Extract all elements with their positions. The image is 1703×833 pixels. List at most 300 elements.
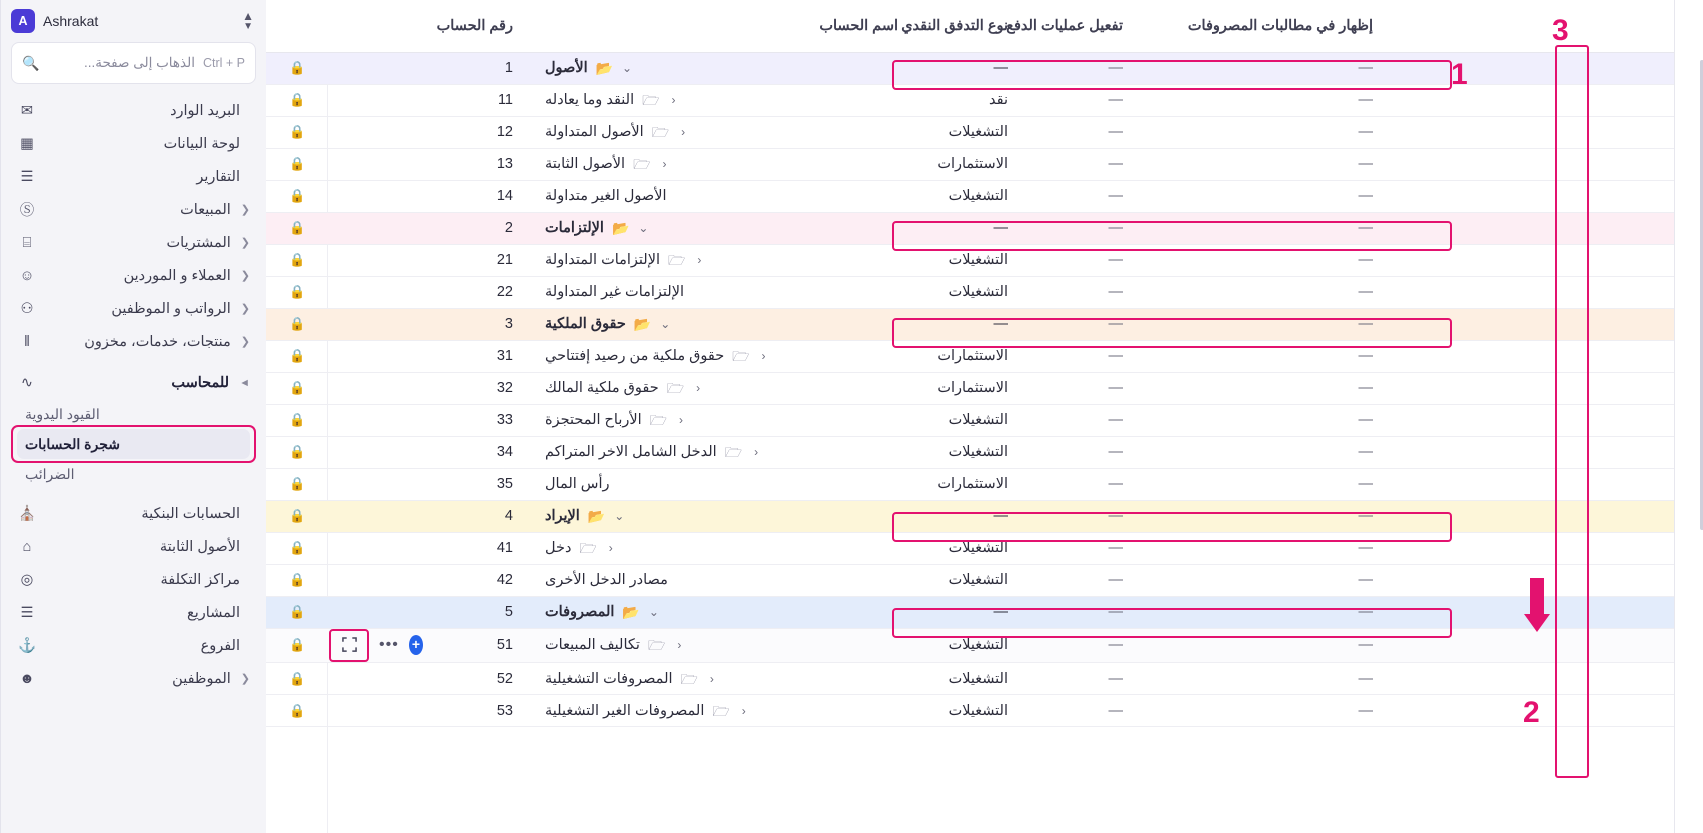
lock-icon[interactable]: 🔒 [266,180,329,212]
sidebar-item-4[interactable] [9,226,258,259]
account-name-label: المصروفات الغير التشغيلية [545,702,705,719]
sidebar-item-label: البريد الوارد [170,102,240,119]
folder-closed-icon: 🗁 [649,412,668,428]
cell-cashflow-type: — [914,308,1024,340]
sidebar-item-6[interactable] [9,292,258,325]
branches-icon: ⚓ [17,638,37,654]
cell-payment: — [1024,532,1139,564]
chevron-left-icon[interactable]: ❮ [240,303,250,315]
cell-account-name[interactable] [529,148,914,180]
cell-cashflow-type: التشغيلات [914,116,1024,148]
chevron-left-icon[interactable]: ‹ [662,157,667,171]
collapse-icon[interactable]: ▲ ▼ [242,9,254,32]
row-spacer [1389,436,1703,468]
cell-row-tools [329,404,429,436]
cell-account-number: 32 [429,372,529,404]
cell-payment: — [1024,695,1139,727]
cell-claims: — [1139,372,1389,404]
col-header-cash[interactable]: نوع التدفق النقدي [914,0,1024,52]
sidebar-item-1[interactable] [9,530,258,563]
account-name-label: مصادر الدخل الأخرى [545,572,668,588]
chevron-left-icon[interactable]: ❮ [240,204,250,216]
user-chip[interactable] [11,9,98,33]
cell-account-name[interactable] [529,116,914,148]
cell-row-tools [329,276,429,308]
cell-cashflow-type: الاستثمارات [914,340,1024,372]
table-row[interactable] [266,663,1703,695]
lock-icon[interactable]: 🔒 [266,436,329,468]
account-name-label: الأرباح المحتجزة [545,412,642,428]
cell-claims: — [1139,468,1389,500]
sidebar-item-2[interactable] [9,160,258,193]
cell-cashflow-type: الاستثمارات [914,148,1024,180]
account-name-label: تكاليف المبيعات [545,637,640,654]
folder-closed-icon: 🗁 [651,124,670,140]
chevron-left-icon[interactable]: ‹ [679,413,684,427]
lock-icon[interactable]: 🔒 [266,84,329,116]
cell-row-tools [329,468,429,500]
accounts-table [266,0,1703,727]
cell-account-number: 14 [429,180,529,212]
sidebar-item-label: التقارير [196,168,240,185]
inbox-icon: ✉ [20,102,34,119]
chevron-down-icon[interactable]: ⌄ [614,509,625,523]
cell-account-number: 13 [429,148,529,180]
cell-account-name[interactable] [529,84,914,116]
row-spacer [1389,276,1703,308]
sidebar-item-5[interactable] [9,259,258,292]
sidebar-item-1[interactable] [9,127,258,160]
annotation-step-3: 3 [1552,14,1569,47]
cell-account-name[interactable] [529,308,914,340]
lock-icon[interactable]: 🔒 [266,244,329,276]
annotation-arrow [1524,578,1550,632]
cell-payment: — [1024,564,1139,596]
sidebar-item-label: للمحاسب [171,374,230,391]
cell-claims: — [1139,695,1389,727]
folder-closed-icon: 🗁 [642,92,660,108]
sidebar-item-3[interactable] [9,596,258,629]
cell-payment: — [1024,628,1139,663]
table-row[interactable] [266,116,1703,148]
purchases-icon: ⌸ [22,234,32,251]
account-name-label: الدخل الشامل الاخر المتراكم [545,444,717,460]
cell-cashflow-type: التشغيلات [914,628,1024,663]
cell-row-tools [329,84,429,116]
row-spacer [1389,372,1703,404]
table-row[interactable] [266,596,1703,628]
lock-icon[interactable]: 🔒 [266,148,329,180]
table-row[interactable] [266,84,1703,116]
cell-account-number: 2 [429,212,529,244]
cell-payment: — [1024,180,1139,212]
sidebar-subitem-0[interactable] [17,399,250,429]
chevron-left-icon[interactable]: ‹ [608,541,613,555]
cell-cashflow-type: — [914,596,1024,628]
search-shortcut: Ctrl + P [202,56,245,70]
sidebar-nav-top [1,90,266,362]
lock-icon[interactable]: 🔒 [266,628,329,663]
cell-row-tools [329,244,429,276]
row-spacer [1389,628,1703,663]
cell-account-name[interactable] [529,276,914,308]
row-spacer [1389,116,1703,148]
cell-account-name[interactable] [529,436,914,468]
chevron-left-icon[interactable]: ❮ [240,237,250,249]
cell-payment: — [1024,52,1139,84]
cell-account-number: 3 [429,308,529,340]
table-row[interactable] [266,308,1703,340]
cell-cashflow-type: نقد [914,84,1024,116]
search-input[interactable] [11,42,256,84]
folder-closed-icon: 🗁 [633,156,651,172]
chevron-left-icon[interactable]: ‹ [761,349,766,363]
table-row[interactable] [266,628,1703,663]
account-name-label: الإيراد [545,508,580,524]
cell-account-name[interactable] [529,532,914,564]
table-row[interactable] [266,404,1703,436]
sidebar-top-bar [1,0,266,42]
cell-row-tools [329,52,429,84]
lock-icon[interactable]: 🔒 [266,116,329,148]
lock-icon[interactable]: 🔒 [266,663,329,695]
cell-claims: — [1139,628,1389,663]
chevron-down-icon: ▼ [238,377,251,388]
folder-open-icon: 📂 [611,220,630,236]
cell-account-name[interactable] [529,52,914,84]
cell-account-number: 53 [429,695,529,727]
cell-account-number: 41 [429,532,529,564]
bank-icon: ⛪ [17,506,37,522]
cell-cashflow-type: الاستثمارات [914,468,1024,500]
sidebar-item-5[interactable] [9,662,258,695]
col-header-claims[interactable]: إظهار في مطالبات المصروفات [1139,0,1389,52]
cell-cashflow-type: — [914,52,1024,84]
cell-claims: — [1139,52,1389,84]
lock-icon[interactable]: 🔒 [266,340,329,372]
cost-centers-icon: ◎ [20,571,34,588]
chevron-left-icon[interactable]: ‹ [677,638,682,653]
contacts-icon: ☺ [19,267,35,284]
chevron-left-icon[interactable]: ❮ [240,270,250,282]
row-spacer [1389,695,1703,727]
sidebar-subitem-2[interactable] [17,459,250,489]
cell-account-name[interactable] [529,596,914,628]
row-spacer [1389,468,1703,500]
cell-claims: — [1139,212,1389,244]
col-header-pay[interactable]: تفعيل عمليات الدفع [1024,0,1139,52]
sidebar-item-label: الموظفين [172,670,231,687]
cell-claims: — [1139,404,1389,436]
col-spacer [1389,0,1703,52]
cell-payment: — [1024,244,1139,276]
folder-open-icon: 📂 [622,604,640,620]
cell-account-name[interactable] [529,244,914,276]
lock-icon[interactable]: 🔒 [266,564,329,596]
sidebar-item-7[interactable] [9,325,258,358]
cell-cashflow-type: التشغيلات [914,244,1024,276]
cell-account-number: 34 [429,436,529,468]
add-account-button[interactable]: + [409,635,423,655]
cell-row-tools [329,180,429,212]
lock-icon[interactable]: 🔒 [266,212,329,244]
account-name-label: الإلتزامات المتداولة [545,252,661,268]
avatar[interactable]: A [11,9,35,33]
folder-closed-icon: 🗁 [647,637,666,654]
cell-payment: — [1024,308,1139,340]
reports-icon: ☰ [20,168,34,185]
table-row[interactable] [266,695,1703,727]
table-row[interactable] [266,212,1703,244]
cell-account-name[interactable] [529,468,914,500]
cell-payment: — [1024,404,1139,436]
lock-icon[interactable]: 🔒 [266,404,329,436]
chevron-left-icon[interactable]: ‹ [671,93,676,107]
cell-cashflow-type: التشغيلات [914,180,1024,212]
lock-icon[interactable]: 🔒 [266,468,329,500]
folder-closed-icon: 🗁 [724,444,743,460]
folder-closed-icon: 🗁 [712,702,730,719]
projects-icon: ☰ [20,604,34,621]
cell-claims: — [1139,116,1389,148]
account-name-label: المصروفات [545,604,615,620]
cell-account-number: 35 [429,468,529,500]
cell-payment: — [1024,372,1139,404]
account-name-label: الإلتزامات غير المتداولة [545,284,685,300]
sidebar-nav-bottom [1,493,266,699]
cell-claims: — [1139,500,1389,532]
table-body [266,52,1703,727]
sidebar-item-3[interactable] [9,193,258,226]
cell-account-number: 33 [429,404,529,436]
cell-cashflow-type: التشغيلات [914,436,1024,468]
cell-cashflow-type: التشغيلات [914,404,1024,436]
table-row[interactable] [266,436,1703,468]
cell-account-number: 42 [429,564,529,596]
row-spacer [1389,148,1703,180]
cell-row-tools [329,372,429,404]
account-name-label: الأصول الثابتة [545,156,626,172]
row-spacer [1389,663,1703,695]
cell-account-name[interactable] [529,564,914,596]
chevron-left-icon[interactable]: ❮ [240,336,250,348]
cell-row-tools [329,695,429,727]
table-row[interactable] [266,500,1703,532]
cell-account-name[interactable] [529,404,914,436]
cell-row-tools [329,308,429,340]
more-options-icon[interactable]: ••• [379,636,399,654]
col-header-name[interactable]: اسم الحساب [529,0,914,52]
cell-account-name[interactable] [529,180,914,212]
annotation-step-1: 1 [1451,58,1468,91]
chevron-left-icon[interactable]: ‹ [754,445,759,459]
chevron-left-icon[interactable]: ‹ [741,703,746,718]
lock-icon[interactable]: 🔒 [266,532,329,564]
chevron-left-icon[interactable]: ‹ [709,671,714,686]
lock-icon[interactable]: 🔒 [266,695,329,727]
cell-account-name[interactable] [529,212,914,244]
lock-icon[interactable]: 🔒 [266,500,329,532]
sidebar-item-label: لوحة البيانات [163,135,240,152]
sidebar-subitem-label: القيود اليدوية [25,405,100,422]
cell-payment: — [1024,468,1139,500]
account-name-label: حقوق ملكية المالك [545,380,659,396]
account-name-label: رأس المال [545,476,610,492]
cell-account-number: 4 [429,500,529,532]
cell-claims: — [1139,596,1389,628]
inventory-icon: ‖ [24,333,30,350]
chevron-down-icon[interactable]: ⌄ [638,221,649,235]
cell-account-name[interactable] [529,663,914,695]
cell-cashflow-type: — [914,500,1024,532]
table-row[interactable] [266,564,1703,596]
user-name: Ashrakat [43,13,99,29]
cell-account-name[interactable] [529,340,914,372]
right-rail [1674,0,1703,833]
cell-claims: — [1139,340,1389,372]
cell-row-tools [329,212,429,244]
fixed-assets-icon: ⌂ [22,538,32,555]
cell-claims: — [1139,663,1389,695]
payroll-icon: ⚇ [20,300,34,317]
table-row[interactable] [266,340,1703,372]
sidebar-item-2[interactable] [9,563,258,596]
sidebar-subitem-1[interactable] [17,429,250,459]
row-spacer [1389,404,1703,436]
sidebar-item-0[interactable] [9,497,258,530]
folder-closed-icon: 🗁 [666,380,685,396]
expand-row-highlight [329,629,369,663]
chevron-left-icon[interactable]: ‹ [696,381,701,395]
chevron-left-icon[interactable]: ‹ [681,125,686,139]
row-spacer [1389,52,1703,84]
sidebar-item-label: الأصول الثابتة [159,538,240,555]
sidebar-item-label: العملاء و الموردين [123,267,231,284]
sidebar-subitem-label: الضرائب [25,465,75,482]
search-icon: 🔍 [22,54,40,71]
cell-payment: — [1024,212,1139,244]
cell-account-name[interactable] [529,628,914,663]
cell-claims: — [1139,84,1389,116]
cell-claims: — [1139,308,1389,340]
cell-account-name[interactable] [529,695,914,727]
account-name-label: دخل [545,540,572,556]
folder-open-icon: 📂 [587,508,606,524]
cell-account-number: 11 [429,84,529,116]
row-spacer [1389,212,1703,244]
sidebar-item-label: المشتريات [166,234,231,251]
lock-icon[interactable]: 🔒 [266,596,329,628]
table-header [266,0,1703,52]
col-header-number[interactable]: رقم الحساب [429,0,529,52]
cell-payment: — [1024,84,1139,116]
chart-of-accounts-panel [266,0,1703,833]
account-name-label: الإلتزامات [545,220,604,236]
chevron-left-icon[interactable]: ‹ [697,253,702,267]
cell-account-number: 12 [429,116,529,148]
account-name-label: النقد وما يعادله [545,92,635,108]
cell-claims: — [1139,148,1389,180]
account-name-label: الأصول المتداولة [545,124,644,140]
cell-account-name[interactable] [529,500,914,532]
cell-row-tools [329,116,429,148]
cell-cashflow-type: التشغيلات [914,695,1024,727]
cell-claims: — [1139,180,1389,212]
folder-closed-icon: 🗁 [680,670,698,687]
cell-account-name[interactable] [529,372,914,404]
cell-account-number: 5 [429,596,529,628]
table-row[interactable] [266,148,1703,180]
col-header-lock [266,0,329,52]
expand-icon[interactable] [339,635,359,655]
chevron-down-icon[interactable]: ⌄ [648,605,659,619]
lock-icon[interactable]: 🔒 [266,276,329,308]
sidebar-item-accountant[interactable] [9,366,258,399]
chevron-down-icon[interactable]: ⌄ [660,317,671,331]
sidebar-item-label: المبيعات [180,201,231,218]
sidebar-accountant-section [1,362,266,493]
cell-cashflow-type: التشغيلات [914,532,1024,564]
annotation-step-2: 2 [1523,696,1540,729]
search-placeholder: الذهاب إلى صفحة... [83,55,195,70]
sidebar-accountant-children [9,399,258,489]
folder-closed-icon: 🗁 [579,540,597,556]
table-row[interactable] [266,468,1703,500]
cell-claims: — [1139,436,1389,468]
lock-icon[interactable]: 🔒 [266,308,329,340]
cell-payment: — [1024,596,1139,628]
table-row[interactable] [266,276,1703,308]
table-row[interactable] [266,180,1703,212]
cell-cashflow-type: التشغيلات [914,564,1024,596]
cell-account-number: 31 [429,340,529,372]
cell-row-tools [329,628,429,663]
table-row[interactable] [266,372,1703,404]
folder-open-icon: 📂 [595,60,614,76]
folder-closed-icon: 🗁 [732,348,750,364]
folder-closed-icon: 🗁 [668,252,686,268]
table-row[interactable] [266,52,1703,84]
cell-row-tools [329,148,429,180]
sidebar [0,0,266,833]
table-row[interactable] [266,244,1703,276]
cell-claims: — [1139,276,1389,308]
chevron-down-icon[interactable]: ⌄ [622,61,633,75]
sidebar-item-0[interactable] [9,94,258,127]
row-spacer [1389,180,1703,212]
account-name-label: الأصول [545,60,588,76]
cell-row-tools [329,596,429,628]
table-row[interactable] [266,532,1703,564]
lock-icon[interactable]: 🔒 [266,372,329,404]
sidebar-item-label: المشاريع [187,604,240,621]
lock-icon[interactable]: 🔒 [266,52,329,84]
account-name-label: الأصول الغير متداولة [545,188,667,204]
cell-payment: — [1024,500,1139,532]
cell-account-number: 21 [429,244,529,276]
row-spacer [1389,532,1703,564]
cell-row-tools [329,340,429,372]
sidebar-item-label: الفروع [200,637,240,654]
cell-cashflow-type: التشغيلات [914,663,1024,695]
account-name-label: حقوق الملكية [545,316,626,332]
cell-cashflow-type: التشغيلات [914,276,1024,308]
accountant-icon: ∿ [20,374,34,391]
cell-cashflow-type: — [914,212,1024,244]
chevron-left-icon[interactable]: ❮ [240,673,250,685]
sidebar-item-4[interactable] [9,629,258,662]
cell-row-tools [329,436,429,468]
